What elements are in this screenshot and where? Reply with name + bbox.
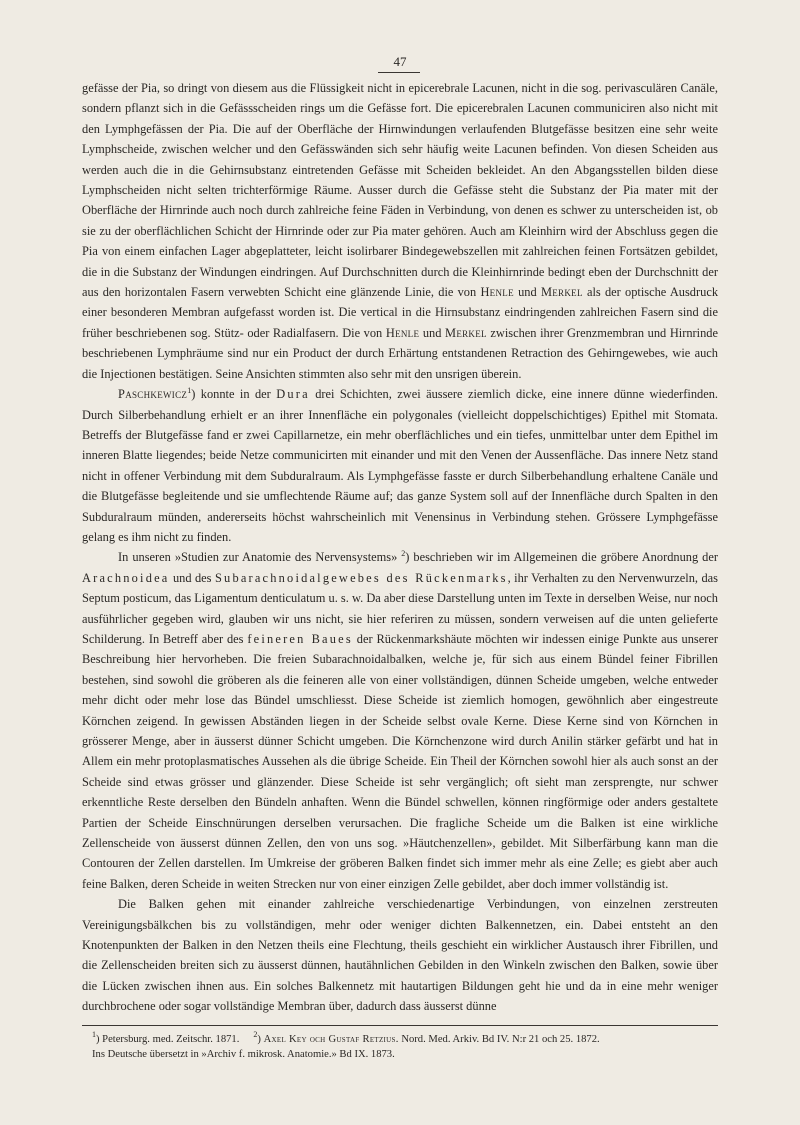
text-run: zwischen ihrer Grenzmembran und Hirnrinde beschriebenen Lymphräume sind nur ein Product der durch Erhärtung entstandenen Retraction des Gehirngewebes, wie auch die Injectionen bestätigen. Seine Ansichten stimmten also sehr mit den unsrigen überein.	[82, 325, 718, 381]
text-run: und	[419, 325, 446, 340]
text-run: , ihr Verhalten zu den Nervenwurzeln, das Septum posticum, das Ligamentum denticulatum u. s. w. Da aber diese Darstellung unten im Texte in derselben Weise, nur noch ausführlicher gegeben wird, glauben wir uns nicht, sie hier referiren zu müssen, sondern verweisen auf die unten gelieferte Schilderung. In Betreff aber des	[82, 570, 718, 646]
footnote-ref: 1	[187, 386, 192, 396]
text-run: ) beschrieben wir im Allgemeinen die gröbere Anordnung der	[405, 550, 718, 565]
author-name-merkel: Merkel	[540, 285, 583, 300]
spaced-term: Dura	[276, 387, 310, 402]
paragraph-4	[82, 894, 718, 1016]
footnote-rule	[82, 1025, 718, 1026]
page-number: 47	[393, 54, 407, 69]
paragraph-1	[82, 78, 718, 384]
paragraph-2	[82, 384, 718, 547]
text-run: und des	[169, 570, 215, 585]
footnote-authors: Axel Key och Gustaf Retzius.	[263, 1034, 399, 1045]
footnote-text: Ins Deutsche übersetzt in »Archiv f. mikrosk. Anatomie.» Bd IX. 1873.	[92, 1049, 395, 1060]
footnote-mark: 1	[92, 1030, 96, 1039]
footnote-text: Nord. Med. Arkiv. Bd IV. N:r 21 och 25. 1872.	[398, 1034, 600, 1045]
author-name-merkel: Merkel	[445, 325, 487, 340]
body-text	[82, 78, 718, 1017]
text-run: Die Balken gehen mit einander zahlreiche verschiedenartige Verbindungen, von einzelnen zerstreuten Vereinigungsbälkchen bis zu vollständigen, mehr oder weniger dichten Balkennetzen, ein. Dabei entsteht an den Knotenpunkten der Balken in den Netzen theils eine Flechtung, theils geschieht ein wirklicher Austausch ihrer Fibrillen, und die Zellenscheiden breiten sich zu äusserst dünnen, hautähnlichen Gebilden in den Winkeln zwischen den Balken, sowie über die Lücken zwischen ihnen aus. Ein solches Balkennetz mit hautartigen Bildungen geht hie und da in eine mehr weniger durchbrochene oder sogar vollständige Membran über, dadurch dass äusserst dünne	[82, 897, 718, 1014]
footnote-line	[92, 1047, 718, 1062]
author-name-henle: Henle	[385, 325, 420, 340]
footnote-text: )	[257, 1034, 264, 1045]
footnote-ref: 2	[401, 549, 406, 559]
text-run: als der optische Ausdruck einer besonderen Membran aufgefasst worden ist. Die vertical in die Hirnsubstanz eindringenden zahlreichen Fasern sind die früher beschriebenen sog. Stütz- oder Radialfasern. Die von	[82, 285, 719, 340]
footnotes	[92, 1032, 718, 1062]
footnote-line	[92, 1032, 718, 1047]
spaced-term: feineren Baues	[247, 631, 353, 646]
page-number-rule	[378, 72, 420, 73]
footnote-text: ) Petersburg. med. Zeitschr. 1871.	[96, 1034, 240, 1045]
author-name-paschkewicz: Paschkewicz	[118, 387, 188, 402]
text-run: ) konnte in der	[191, 387, 277, 402]
paragraph-3	[82, 547, 718, 894]
text-run: und	[513, 285, 541, 300]
text-run: In unseren »Studien zur Anatomie des Nervensystems»	[118, 550, 402, 565]
spaced-term: Arachnoidea	[82, 570, 170, 585]
footnote-mark: 2	[253, 1030, 258, 1039]
spaced-term: Subarachnoidalgewebes des Rückenmarks	[214, 570, 508, 585]
text-run: drei Schichten, zwei äussere ziemlich dicke, eine innere dünne wiederfinden. Durch Silberbehandlung erhielt er an ihrer Innenfläche ein polygonales (vielleicht doppelschichtiges) Epithel mit Stomata. Betreffs der Blutgefässe fand er zwei Capillarnetze, ein mehr oberflächliches und ein tiefes, unmittelbar unter dem Epithel im inneren Blatte liegendes; beide Netze communicirten mit einander und mit den Venen der Aussenfläche. Das innere Netz stand nicht in offener Verbindung mit dem Subduralraum. Als Lymphgefässe fasste er durch Silberbehandlung erhaltene Canäle und die Blutgefässe begleitende und sie umflechtende Räume auf; das ganze System soll auf der Innenfläche durch Spalten in den Subduralraum münden, andererseits höchst wahrscheinlich mit Venensinus in Verbindung stehen. Grössere Lymphgefässe gelang es ihm nicht zu finden.	[82, 387, 718, 544]
author-name-henle: Henle	[480, 285, 514, 300]
text-run: gefässe der Pia, so dringt von diesem aus die Flüssigkeit nicht in epicerebrale Lacunen, nicht in die sog. perivasculären Canäle, sondern pflanzt sich in die Gefässscheiden rings um die Gefässe fort. Die epicerebralen Lacunen communiciren also nicht mit den Lymphgefässen der Pia. Die auf der Oberfläche der Hirnwindungen verlaufenden Blutgefässe besitzen eine sehr weite Lymphscheide, zwischen welcher und den Gefässwänden sich sehr häufig weite Lacunen befinden. Von diesen Scheiden aus werden auch die in die Gehirnsubstanz eintretenden Gefässe mit Scheiden bekleidet. An den Abgangsstellen bilden diese Lymphscheiden nicht selten trichterförmige Räume. Ausser durch die Gefässe steht die Substanz der Pia mater mit der Oberfläche der Hirnrinde auch noch durch zahlreiche feine Fäden in Verbindung, von denen es schwer zu unterscheiden ist, ob sie zu der oberflächlichen Schicht der Hirnrinde oder zur Pia mater gehören. Auch am Kleinhirn wird der Abschluss gegen die Pia von einem einfachen Lager abgeplatteter, leicht isolirbarer Bindegewebszellen mit zahlreichen feinen Fortsätzen gebildet, die in die Substanz der Windungen eindringen. Auf Durchschnitten durch die Kleinhirnrinde bedingt eben der Durchschnitt der aus den horizontalen Fasern verwebten Schicht eine glänzende Linie, die von	[82, 81, 718, 300]
text-run: der Rückenmarkshäute möchten wir indessen einige Punkte aus unserer Beschreibung hier hervorheben. Die freien Subarachnoidalbalken, welche je, für sich aus einem Bündel feiner Fibrillen bestehen, sind sowohl die gröberen als die feineren alle von einer vollständigen, dünnen Scheide umgeben, welche entweder mehr dicht oder mehr lose das Bündel umschliesst. Diese Scheide ist ziemlich homogen, gewöhnlich aber eingestreute Körnchen zeigend. In gewissen Abständen liegen in der Scheide selbst ovale Kerne. Diese Kerne sind von Körnchen in grösserer Menge, aber in äusserst dünner Schicht umgeben. Die Körnchenzone wird durch Anilin stärker gefärbt und hat in Allem ein mehr protoplasmatisches Aussehen als die übrige Scheide. Ein Theil der Körnchen sowohl hier als auch sonst an der Scheide sind etwas grösser und glänzender. Diese Scheide ist sehr vergänglich; oft sieht man zersprengte, nur schwer erkenntliche Reste derselben den Bündeln anhaften. Wenn die Bündel schwellen, können ringförmige oder anders gestaltete Partien der Scheide Einschnürungen derselben verursachen. Die fragliche Scheide um die Balken ist eine wirkliche Zellenscheide von äusserst dünnen Zellen, den von uns sog. »Häutchenzellen», gebildet. Mit Silberfärbung kann man die Contouren der Zellen darstellen. Im Umkreise der gröberen Balken findet sich immer mehr als eine Zelle; es giebt aber auch feine Balken, deren Scheide in weiten Strecken nur von einer einzigen Zelle gebildet, aber doch immer vollständig ist.	[82, 631, 719, 891]
